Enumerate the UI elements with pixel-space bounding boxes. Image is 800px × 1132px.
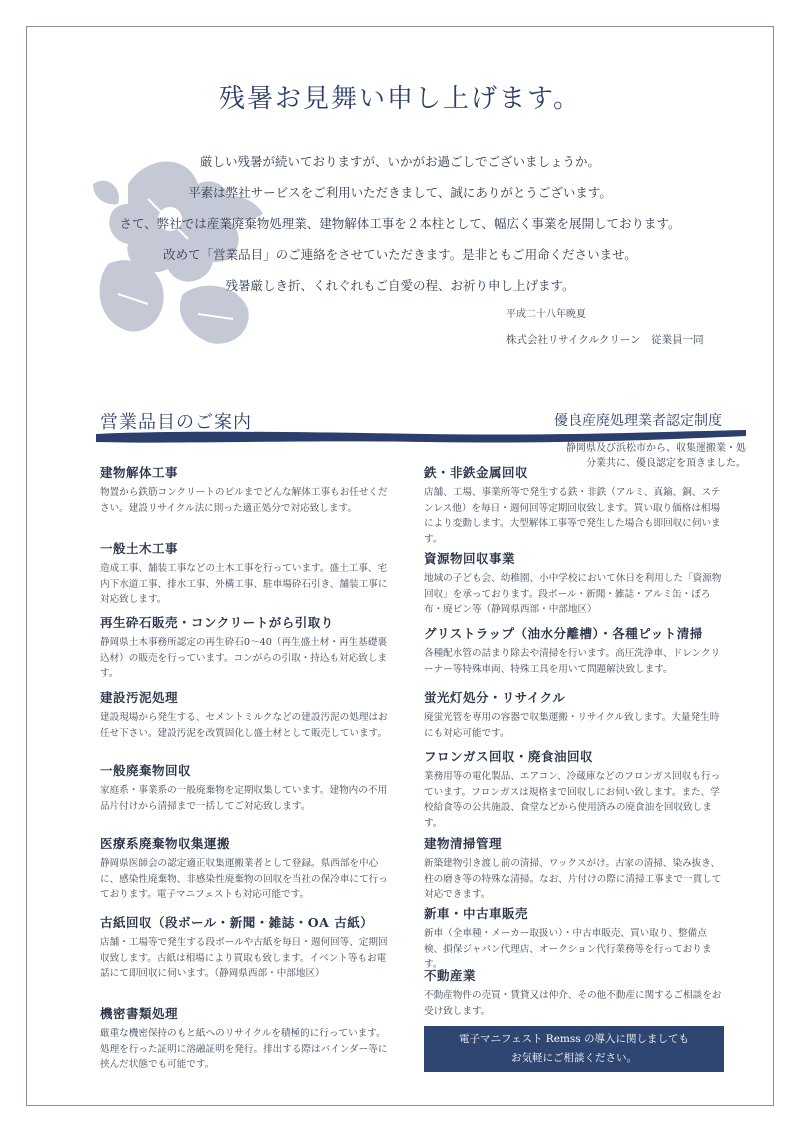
- service-heading: 一般土木工事: [100, 541, 179, 556]
- service-heading: 建物清掃管理: [424, 836, 503, 851]
- service-item: [100, 463, 390, 516]
- service-description: 物置から鉄筋コンクリートのビルまでどんな解体工事もお任せください。建設リサイクル法に則った適正処分で対応致します。: [100, 487, 388, 514]
- service-description: 店舗、工場、事業所等で発生する鉄・非鉄（アルミ、真鍮、銅、ステンレス他）を毎日・週何回等定期回収致します。買い取り価格は相場により変動します。大型解体工事等で発生した場合も即回収に伺います。: [424, 487, 721, 545]
- service-description: 新築建物引き渡し前の清掃、ワックスがけ。古家の清掃、染み抜き、柱の磨き等の特殊な清掃。なお、片付けの際に清掃工事まで一貫して対応できます。: [424, 858, 722, 900]
- signoff-date: 平成二十八年晩夏: [506, 309, 586, 320]
- service-description: 不動産物件の売買・賃貸又は仲介、その他不動産に関するご相談をお受け致します。: [424, 990, 722, 1017]
- service-item: [424, 747, 724, 831]
- service-heading: 機密書類処理: [100, 1006, 179, 1021]
- banner-line: お気軽にご相談ください。: [511, 1052, 637, 1064]
- banner-line: 電子マニフェスト Remss の導入に関しましても: [458, 1033, 689, 1045]
- service-description: 地域の子ども会、幼稚園、小中学校において休日を利用した「資源物回収」を承っております。段ボール・新聞・雑誌・アルミ缶・ぼろ布・廃ビン等（静岡県西部・中部地区）: [424, 573, 722, 615]
- service-description: 厳重な機密保持のもと紙へのリサイクルを積極的に行っています。処理を行った証明に溶融証明を発行。排出する際はバインダー等に挟んだ状態でも可能です。: [100, 1028, 388, 1070]
- greeting-line: 改めて「営業品目」のご連絡をさせていただきます。是非ともご用命くださいませ。: [163, 247, 637, 262]
- service-description: 店舗・工場等で発生する段ボールや古紙を毎日・週何回等、定期回収致します。古紙は相場により買取も致します。イベント等もお電話にて即回収に伺います。（静岡県西部・中部地区）: [100, 937, 388, 979]
- service-description: 廃蛍光管を専用の容器で収集運搬・リサイクル致します。大量発生時にも対応可能です。: [424, 712, 720, 739]
- signoff-company: 株式会社リサイクルクリーン 従業員一同: [506, 334, 704, 346]
- certification-description: 静岡県及び浜松市から、収集運搬業・処分業共に、優良認定を頂きました。: [566, 443, 746, 469]
- service-item: [424, 834, 724, 903]
- certification-title: 優良産廃処理業者認定制度: [554, 413, 722, 429]
- signoff: [506, 305, 704, 359]
- service-item: [424, 904, 724, 973]
- service-description: 静岡県医師会の認定適正収集運搬業者として登録。県西部を中心に、感染性廃棄物、非感染性廃棄物の回収を当社の保冷車にて行っております。電子マニフェストも対応可能です。: [100, 858, 388, 900]
- greeting-title: 残暑お見舞い申し上げます。: [219, 84, 581, 114]
- service-description: 業務用等の電化製品、エアコン、冷蔵庫などのフロンガス回収も行っています。フロンガスは規格まで回収しにお伺い致します。また、学校給食等の公共施設、食堂などから使用済みの廃食油を回収致します。: [424, 771, 721, 829]
- service-heading: 蛍光灯処分・リサイクル: [424, 690, 566, 705]
- greeting-line: 残暑厳しき折、くれぐれもご自愛の程、お祈り申し上げます。: [225, 278, 575, 293]
- service-item: [100, 539, 390, 608]
- service-heading: 一般廃棄物回収: [100, 763, 192, 778]
- service-item: [424, 549, 724, 618]
- service-description: 新車（全車種・メーカー取扱い）・中古車販売、買い取り、整備点検、損保ジャパン代理店、オークション代行業務等を行っております。: [424, 928, 712, 970]
- service-description: 家庭系・事業系の一般廃棄物を定期収集しています。建物内の不用品片付けから清掃まで一括してご対応致します。: [100, 785, 388, 812]
- service-heading: 資源物回収事業: [424, 551, 516, 566]
- contact-banner: [424, 1026, 724, 1072]
- service-heading: フロンガス回収・廃食油回収: [424, 749, 594, 764]
- service-item: [424, 966, 724, 1019]
- greeting-line: 平素は弊社サービスをご利用いただきまして、誠にありがとうございます。: [188, 185, 612, 200]
- service-description: 建設現場から発生する、セメントミルクなどの建設汚泥の処理はお任せ下さい。建設汚泥を改質固化し盛土材として販売しています。: [100, 712, 388, 739]
- service-heading: 鉄・非鉄金属回収: [424, 465, 529, 480]
- service-description: 各種配水管の詰まり除去や清掃を行います。高圧洗浄車、ドレンクリーナー等特殊車両、特殊工具を用いて問題解決致します。: [424, 648, 721, 675]
- service-heading: 再生砕石販売・コンクリートがら引取り: [100, 615, 334, 630]
- greeting-line: さて、弊社では産業廃棄物処理業、建物解体工事を２本柱として、幅広く事業を展開しております。: [119, 216, 681, 231]
- service-heading: 建物解体工事: [100, 465, 179, 480]
- service-item: [100, 761, 390, 814]
- greeting-line: 厳しい残暑が続いておりますが、いかがお過ごしでございましょうか。: [199, 154, 600, 169]
- service-item: [100, 1004, 390, 1073]
- service-heading: 不動産業: [424, 968, 477, 983]
- service-item: [100, 913, 390, 982]
- service-description: 造成工事、舗装工事などの土木工事を行っています。盛土工事、宅内下水道工事、排水工事、外構工事、駐車場砕石引き、舗装工事に対応致します。: [100, 563, 388, 605]
- service-item: [100, 834, 390, 903]
- service-item: [100, 613, 390, 682]
- service-heading: 新車・中古車販売: [424, 906, 529, 921]
- service-heading: グリストラップ（油水分離槽）・各種ピット清掃: [424, 626, 703, 641]
- service-description: 静岡県土木事務所認定の再生砕石0～40（再生盛土材・再生基礎裏込材）の販売を行っています。コンがらの引取・持込も対応致します。: [100, 637, 388, 679]
- service-item: [424, 688, 724, 741]
- service-heading: 建設汚泥処理: [100, 690, 179, 705]
- service-item: [424, 463, 724, 547]
- section-title: 営業品目のご案内: [100, 412, 252, 433]
- service-heading: 医療系廃棄物収集運搬: [100, 836, 231, 851]
- service-heading: 古紙回収（段ボール・新聞・雑誌・OA 古紙）: [100, 915, 374, 930]
- service-item: [424, 624, 724, 677]
- service-item: [100, 688, 390, 741]
- greeting-message: [0, 146, 800, 301]
